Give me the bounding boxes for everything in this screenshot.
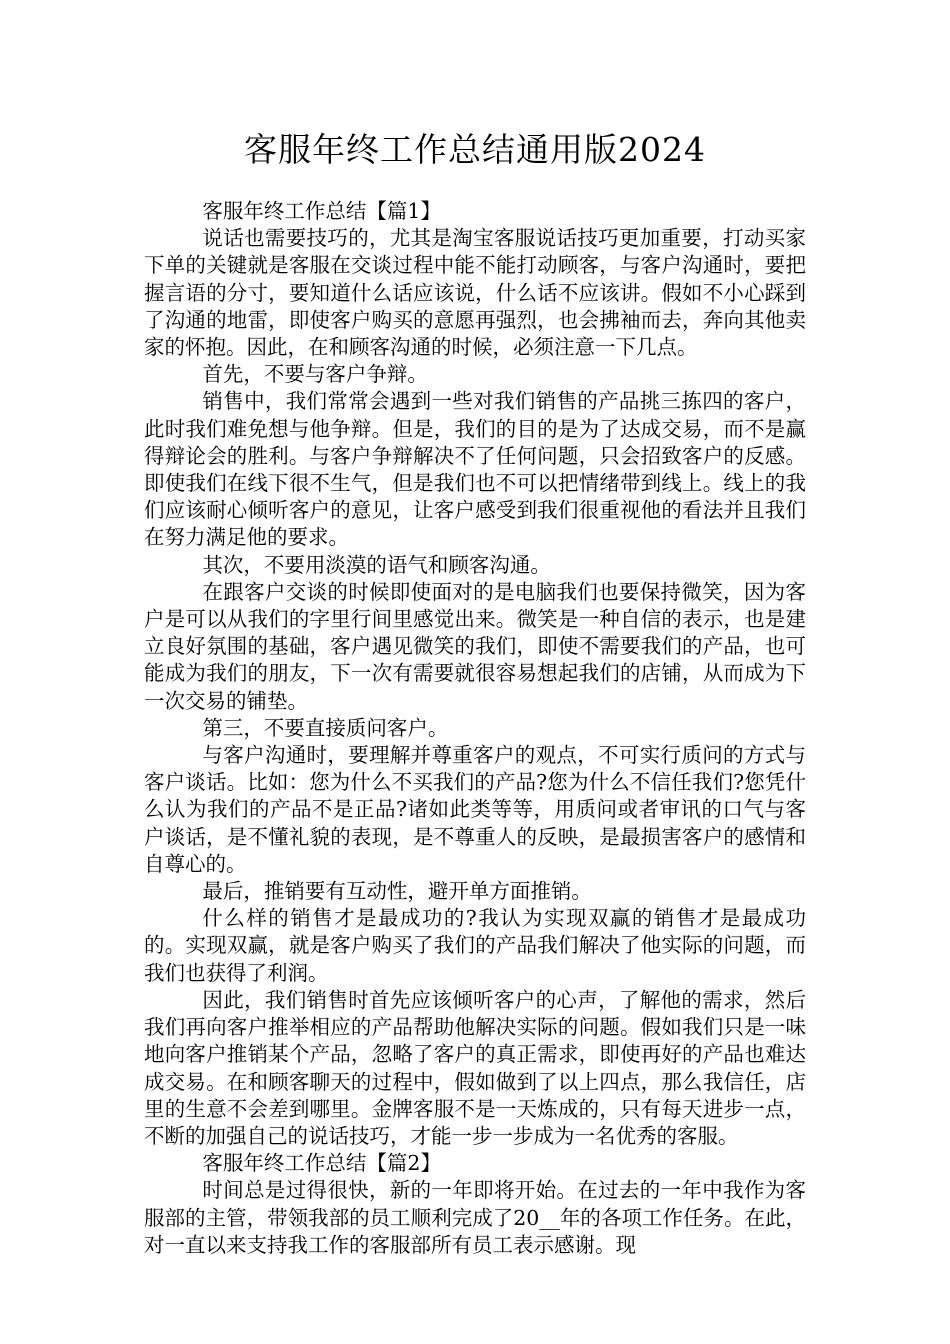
- point-heading: 首先，不要与客户争辩。: [202, 362, 428, 387]
- section-heading-1: 客服年终工作总结【篇1】: [202, 199, 441, 223]
- paragraph: 什么样的销售才是最成功的?我认为实现双赢的销售才是最成功的。实现双赢，就是客户购买了我们的产品我们解决了他实际的问题，而我们也获得了利润。: [144, 906, 806, 985]
- paragraph: 在跟客户交谈的时候即使面对的是电脑我们也要保持微笑，因为客户是可以从我们的字里行间里感觉出来。微笑是一种自信的表示，也是建立良好氛围的基础，客户遇见微笑的我们，即使不需要我们的产品，也可能成为我们的朋友，下一次有需要就很容易想起我们的店铺，从而成为下一次交易的铺垫。: [144, 579, 806, 713]
- paragraph: 销售中，我们常常会遇到一些对我们销售的产品挑三拣四的客户，此时我们难免想与他争辩。但是，我们的目的是为了达成交易，而不是赢得辩论会的胜利。与客户争辩解决不了任何问题，只会招致客户的反感。即使我们在线下很不生气，但是我们也不可以把情绪带到线上。线上的我们应该耐心倾听客户的意见，让客户感受到我们很重视他的看法并且我们在努力满足他的要求。: [144, 389, 806, 550]
- paragraph: 时间总是过得很快，新的一年即将开始。在过去的一年中我作为客服部的主管，带领我部的员工顺利完成了20__年的各项工作任务。在此，对一直以来支持我工作的客服部所有员工表示感谢。现: [144, 1178, 806, 1257]
- point-heading: 其次，不要用淡漠的语气和顾客沟通。: [202, 552, 551, 577]
- document-title: 客服年终工作总结通用版2024: [244, 130, 706, 169]
- document-body: [144, 198, 806, 1259]
- paragraph: 因此，我们销售时首先应该倾听客户的心声，了解他的需求，然后我们再向客户推举相应的产品帮助他解决实际的问题。假如我们只是一味地向客户推销某个产品，忽略了客户的真正需求，即使再好的产品也难达成交易。在和顾客聊天的过程中，假如做到了以上四点，那么我信任，店里的生意不会差到哪里。金牌客服不是一天炼成的，只有每天进步一点，不断的加强自己的说话技巧，才能一步一步成为一名优秀的客服。: [144, 987, 806, 1148]
- paragraph: 与客户沟通时，要理解并尊重客户的观点，不可实行质问的方式与客户谈话。比如：您为什么不买我们的产品?您为什么不信任我们?您凭什么认为我们的产品不是正品?诸如此类等等，用质问或者审讯的口气与客户谈话，是不懂礼貌的表现，是不尊重人的反映，是最损害客户的感情和自尊心的。: [144, 743, 806, 876]
- point-heading: 第三，不要直接质问客户。: [202, 715, 449, 740]
- section-heading-2: 客服年终工作总结【篇2】: [202, 1151, 441, 1176]
- paragraph: 说话也需要技巧的，尤其是淘宝客服说话技巧更加重要，打动买家下单的关键就是客服在交谈过程中能不能打动顾客，与客户沟通时，要把握言语的分寸，要知道什么话应该说，什么话不应该讲。假如不小心踩到了沟通的地雷，即使客户购买的意愿再强烈，也会拂袖而去，奔向其他卖家的怀抱。因此，在和顾客沟通的时候，必须注意一下几点。: [144, 226, 806, 360]
- point-heading: 最后，推销要有互动性，避开单方面推销。: [202, 879, 592, 904]
